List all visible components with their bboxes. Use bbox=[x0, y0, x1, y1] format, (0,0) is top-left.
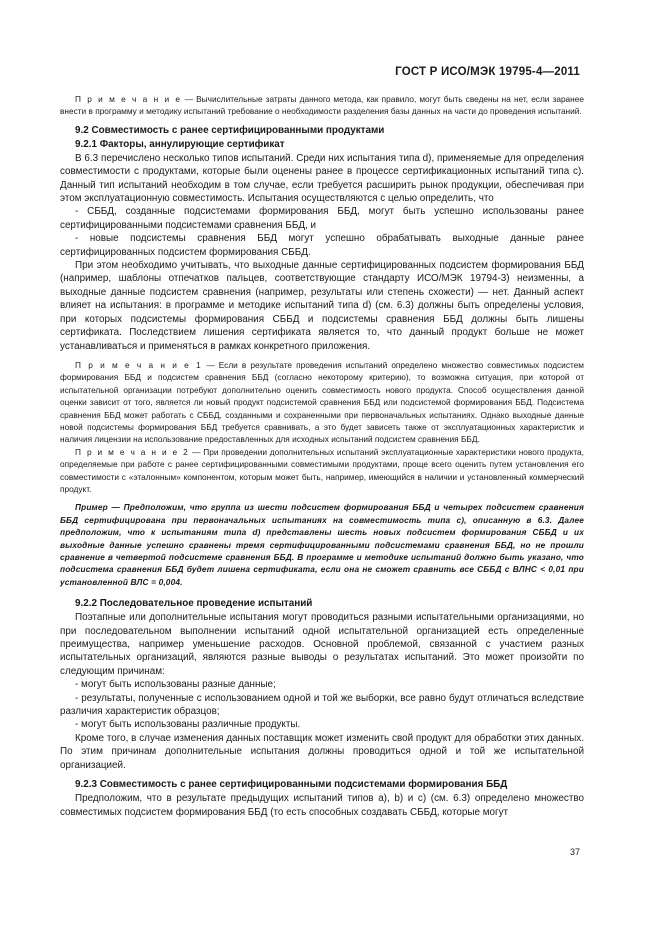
note-text: — При проведении дополнительных испытаний эксплуатационные характеристики нового продукта, определяемые при работе с ранее сертифицированными совместимыми продуктами, проще всего оценить путем установления его совместимости с «эталонным» компонентом, которым может быть, например, имеющийся в наличии и установленный коммерческий продукт. bbox=[60, 446, 584, 494]
section-9-2-3-heading: 9.2.3 Совместимость с ранее сертифицированными подсистемами формирования ББД bbox=[75, 779, 508, 791]
note-label: П р и м е ч а н и е bbox=[75, 94, 182, 104]
list-item: - СББД, созданные подсистемами формирования ББД, могут быть успешно использованы ранее сертифицированными подсистемами сравнения ББД, и bbox=[60, 206, 584, 231]
paragraph-decertification: При этом необходимо учитывать, что выходные данные сертифицированных подсистем формирования ББД (например, шаблоны отпечатков пальцев, соответствующие стандарту ИСО/МЭК 19794-3) неизменны, а выходные данные подсистем сравнения (например, результаты или степень схожести) — нет. Данный аспект влияет на испытания: в программе и методике испытаний типа d) (см. 6.3) должны быть определены условия, при которых подсистемы формирования СББД и подсистемы сравнения ББД должны быть лишены сертификата. Последствием лишения сертификата является то, что данный продукт больше не может устанавливаться и применяться в рамках конкретного приложения. bbox=[60, 260, 584, 352]
list-item: - результаты, полученные с использованием одной и той же выборки, все равно будут отличаться вследствие различия характеристик образцов; bbox=[60, 692, 584, 718]
note-text: — Вычислительные затраты данного метода, как правило, могут быть сведены на нет, если заранее внести в программу и методику испытаний требование о необходимости разделения базы данных на части до проведения испытаний. bbox=[60, 94, 584, 117]
list-item: - новые подсистемы сравнения ББД могут успешно обрабатывать выходные данные ранее сертифицированных подсистем формирования СББД. bbox=[60, 233, 584, 258]
paragraph-vendor-changes: Кроме того, в случае изменения данных поставщик может изменить свой продукт для обработки этих данных. По этим причинам дополнительные испытания должны проводиться одной и той же испытательной организацией. bbox=[60, 732, 584, 771]
list-item: - могут быть использованы разные данные; bbox=[75, 679, 276, 691]
paragraph-tests-overview: В 6.3 перечислено несколько типов испытаний. Среди них испытания типа d), применяемые для определения совместимости с продуктами, которые были оценены ранее в процессе сертификационных испытаний типа c). Данный тип испытаний необходим в том случае, если требуется расширить рынок продукции, обеспечивая при этом эксплуатационную совместимость. Испытания осуществляются с целью определить, что bbox=[60, 152, 584, 205]
section-9-2-1-heading: 9.2.1 Факторы, аннулирующие сертификат bbox=[75, 138, 285, 150]
paragraph-sequential-testing: Поэтапные или дополнительные испытания могут проводиться разными испытательными организациями, но при последовательном выполнении испытаний одной испытательной организацией есть определенные преимущества, например уменьшение расходов. Основной проблемой, связанной с участием разных испытательных организаций, являются разные выводы о результатах испытаний. Это может произойти по следующим причинам: bbox=[60, 612, 584, 677]
page-content bbox=[60, 93, 584, 819]
paragraph-compatible-generators: Предположим, что в результате предыдущих испытаний типов a), b) и c) (см. 6.3) определено множество совместимых подсистем формирования ББД (то есть способных создавать СББД, которые могут bbox=[60, 793, 584, 818]
note-label: П р и м е ч а н и е 1 bbox=[75, 359, 203, 370]
note-paragraph bbox=[60, 93, 584, 118]
note-2 bbox=[60, 446, 584, 496]
section-9-2-heading: 9.2 Совместимость с ранее сертифицированными продуктами bbox=[75, 124, 385, 136]
note-text: — Если в результате проведения испытаний определено множество совместимых подсистем формирования ББД и подсистем сравнения ББД (согласно некоторому критерию), то возможна ситуация, при которой от испытательной организации потребуют дополнительно оценить совместимость нового продукта. Способ осуществления данной оценки зависит от того, является ли новый продукт подсистемой сравнения ББД или подсистемой формирования ББД. Подсистема сравнения ББД может работать с СББД, созданными и сохраненными при первоначальных испытаниях. Однако выходные данные новой подсистемы формирования ББД требуется сравнивать, а это будет зависеть также от эксплуатационных характеристик и наличия лицензии на использование предоставленных для исходных испытаний подсистем сравнения ББД. bbox=[60, 359, 584, 445]
example-paragraph: Пример — Предположим, что группа из шести подсистем формирования ББД и четырех подсистем сравнения ББД сертифицирована при первоначальных испытаниях на совместимость типа c), описанную в 6.3. Далее предположим, что к испытаниям типа d) представлены шесть новых подсистем формирования СББД и их выходные данные успешно сравнены тремя сертифицированными подсистемами сравнения ББД, но не прошли сравнение в четвертой подсистеме сравнения ББД. В программе и методике испытаний должно быть указано, что подсистема сравнения ББД будет лишена сертификата, если она не сможет сравнить все СББД с ВЛНС < 0,01 при установленной ВЛС = 0,004. bbox=[60, 502, 584, 587]
section-9-2-2-heading: 9.2.2 Последовательное проведение испытаний bbox=[75, 598, 313, 610]
note-label: П р и м е ч а н и е 2 bbox=[75, 446, 190, 457]
document-header: ГОСТ Р ИСО/МЭК 19795-4—2011 bbox=[395, 66, 580, 78]
note-1 bbox=[60, 359, 584, 446]
list-item: - могут быть использованы различные продукты. bbox=[75, 719, 301, 731]
page-number: 37 bbox=[569, 847, 580, 857]
